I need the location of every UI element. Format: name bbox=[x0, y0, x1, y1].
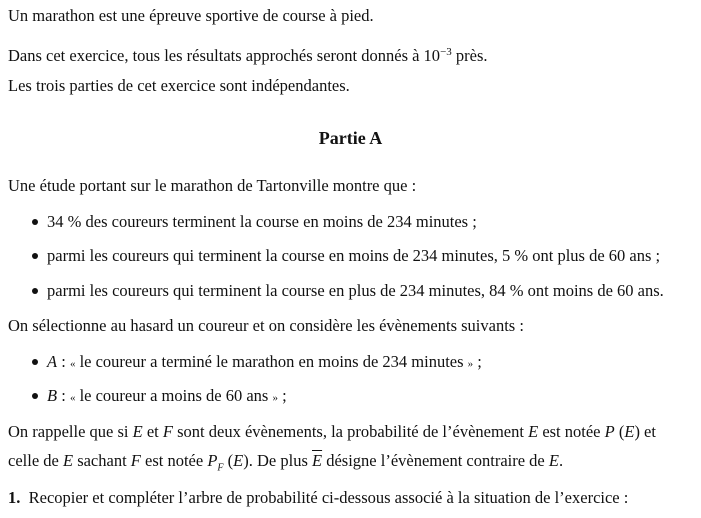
list-item bbox=[32, 281, 664, 301]
quote: « bbox=[69, 358, 76, 370]
t: est notée bbox=[140, 451, 208, 470]
var: E bbox=[528, 422, 539, 441]
text: le coureur a terminé le marathon en moins de 234 minutes bbox=[75, 352, 468, 371]
question-1 bbox=[8, 488, 628, 508]
text: : bbox=[57, 386, 70, 405]
var: F bbox=[217, 462, 224, 474]
event-item bbox=[32, 386, 287, 408]
bullet-icon bbox=[32, 219, 38, 225]
t: ). De plus bbox=[243, 451, 312, 470]
exponent: −3 bbox=[440, 46, 452, 58]
recall-line-1 bbox=[8, 422, 656, 442]
study-text: Une étude portant sur le marathon de Tartonville montre que : bbox=[8, 176, 417, 195]
bullet-icon bbox=[32, 393, 38, 399]
quote: » bbox=[467, 358, 474, 370]
text: près. bbox=[451, 46, 488, 65]
bullet-icon bbox=[32, 253, 38, 259]
intro-line-1: Un marathon est une épreuve sportive de course à pied. bbox=[8, 6, 374, 25]
select-text: On sélectionne au hasard un coureur et on considère les évènements suivants : bbox=[8, 316, 524, 335]
question-text: Recopier et compléter l’arbre de probabilité ci-dessous associé à la situation de l’exercice : bbox=[20, 488, 629, 507]
bullet-icon bbox=[32, 359, 38, 365]
t: On rappelle que si bbox=[8, 422, 133, 441]
fact: parmi les coureurs qui terminent la course en plus de 234 minutes, 84 % ont moins de 60 ans. bbox=[47, 281, 664, 300]
question-number: 1. bbox=[8, 488, 21, 507]
t: ( bbox=[614, 422, 625, 441]
t: désigne l’évènement contraire de bbox=[322, 451, 549, 470]
var: P bbox=[604, 422, 615, 441]
var: E bbox=[62, 451, 74, 470]
t: et bbox=[142, 422, 163, 441]
var: E bbox=[624, 422, 635, 441]
fact: parmi les coureurs qui terminent la course en moins de 234 minutes, 5 % ont plus de 60 ans ; bbox=[47, 246, 661, 265]
var: E bbox=[132, 422, 143, 441]
text: ; bbox=[277, 386, 287, 405]
var: F bbox=[130, 451, 141, 470]
text: le coureur a moins de 60 ans bbox=[75, 386, 273, 405]
t: ( bbox=[223, 451, 234, 470]
event-item bbox=[32, 352, 482, 374]
fact: 34 % des coureurs terminent la course en moins de 234 minutes ; bbox=[47, 212, 477, 231]
quote: « bbox=[69, 392, 76, 404]
text: Dans cet exercice, tous les résultats approchés seront donnés à 10 bbox=[8, 46, 441, 65]
t: sachant bbox=[73, 451, 131, 470]
list-item bbox=[32, 246, 660, 266]
list-item bbox=[32, 212, 477, 232]
text: : bbox=[57, 352, 70, 371]
section-heading: Partie A bbox=[318, 128, 383, 148]
complement-var: $\overline{E}$ bbox=[312, 451, 323, 470]
t: . bbox=[558, 451, 564, 470]
intro-line-3: Les trois parties de cet exercice sont indépendantes. bbox=[8, 76, 350, 95]
t: est notée bbox=[538, 422, 605, 441]
t: celle de bbox=[8, 451, 63, 470]
quote: » bbox=[272, 392, 278, 404]
intro-line-2 bbox=[8, 46, 488, 66]
var: E bbox=[548, 451, 559, 470]
t: sont deux évènements, la probabilité de l’évènement bbox=[173, 422, 529, 441]
event-name: B bbox=[47, 386, 58, 405]
bullet-icon bbox=[32, 288, 38, 294]
text: ; bbox=[473, 352, 482, 371]
t: ) et bbox=[634, 422, 656, 441]
var: P bbox=[207, 451, 218, 470]
event-name: A bbox=[47, 352, 58, 371]
var: F bbox=[162, 422, 173, 441]
var: E bbox=[233, 451, 244, 470]
recall-line-2 bbox=[8, 451, 564, 474]
